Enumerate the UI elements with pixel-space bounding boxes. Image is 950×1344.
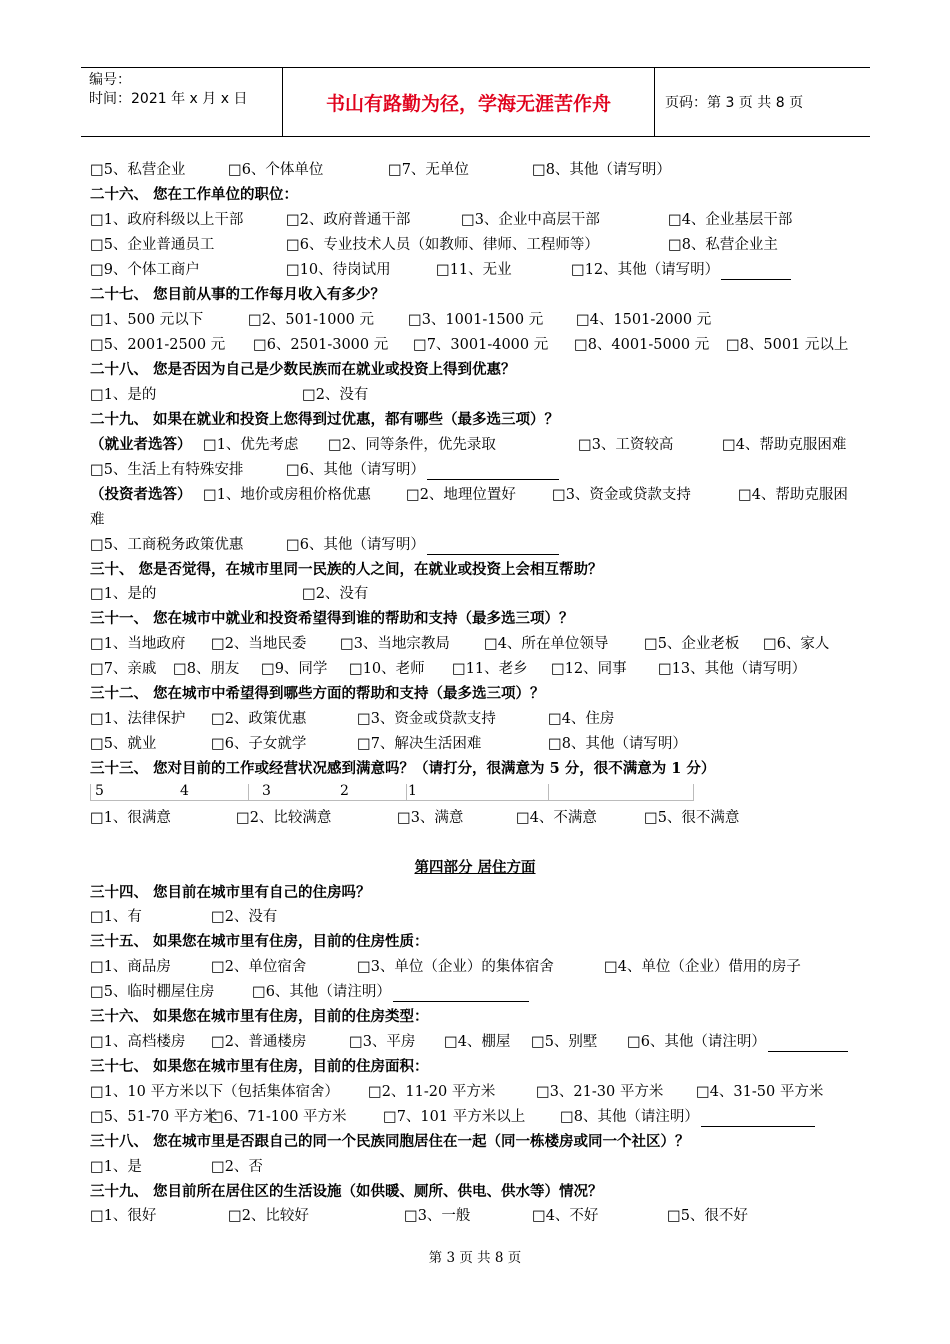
checkbox-option[interactable]: □5、企业老板 <box>644 636 740 652</box>
checkbox-option[interactable]: □5、51-70 平方米 <box>90 1109 218 1125</box>
header-motto: 书山有路勤为径，学海无涯苦作舟 <box>283 68 655 136</box>
checkbox-option[interactable]: □9、同学 <box>261 661 328 677</box>
checkbox-option[interactable]: □2、单位宿舍 <box>211 959 307 975</box>
question-text: 二十六、 您在工作单位的职位： <box>90 186 299 203</box>
checkbox-option[interactable]: □1、很好 <box>90 1208 157 1224</box>
checkbox-option[interactable]: □5、工商税务政策优惠 <box>90 537 244 553</box>
checkbox-option[interactable]: □3、单位（企业）的集体宿舍 <box>357 959 554 975</box>
checkbox-option[interactable]: □8、5001 元以上 <box>726 337 849 353</box>
option-label: （就业者选答） <box>90 436 192 453</box>
checkbox-option[interactable]: □5、就业 <box>90 736 157 752</box>
checkbox-option[interactable]: □8、其他（请写明） <box>532 162 671 178</box>
checkbox-option[interactable]: □3、21-30 平方米 <box>536 1084 664 1100</box>
checkbox-option[interactable]: □6、子女就学 <box>211 736 307 752</box>
checkbox-option[interactable]: □1、是的 <box>90 387 157 403</box>
time-label: 时间：2021 年 x 月 x 日 <box>89 91 248 107</box>
checkbox-option[interactable]: □7、3001-4000 元 <box>413 337 549 353</box>
checkbox-option[interactable]: □6、其他（请注明） <box>627 1032 848 1052</box>
checkbox-option[interactable]: □3、满意 <box>397 810 464 826</box>
question-text: 三十一、 您在城市中就业和投资希望得到谁的帮助和支持（最多选三项）？ <box>90 610 574 627</box>
checkbox-option[interactable]: □3、平房 <box>349 1034 416 1050</box>
checkbox-option[interactable]: □8、私营企业主 <box>668 237 778 253</box>
checkbox-option[interactable]: □9、个体工商户 <box>90 262 200 278</box>
checkbox-option[interactable]: □5、临时棚屋住房 <box>90 984 215 1000</box>
checkbox-option[interactable]: □3、资金或贷款支持 <box>357 711 496 727</box>
checkbox-option[interactable]: □6、家人 <box>763 636 830 652</box>
page-footer: 第 3 页 共 8 页 <box>428 1250 522 1266</box>
checkbox-option[interactable]: □4、住房 <box>548 711 615 727</box>
checkbox-option[interactable]: □1、是 <box>90 1159 142 1175</box>
checkbox-option[interactable]: □6、个体单位 <box>228 162 324 178</box>
checkbox-option[interactable]: □3、一般 <box>404 1208 471 1224</box>
checkbox-option[interactable]: □2、政策优惠 <box>211 711 307 727</box>
checkbox-option[interactable]: □1、高档楼房 <box>90 1034 186 1050</box>
checkbox-option[interactable]: □5、别墅 <box>531 1034 598 1050</box>
checkbox-option[interactable]: □4、帮助克服困难 <box>722 437 847 453</box>
checkbox-option[interactable]: □4、所在单位领导 <box>484 636 609 652</box>
question-text: 三十七、 如果您在城市里有住房，目前的住房面积： <box>90 1058 429 1075</box>
checkbox-option[interactable]: □2、否 <box>211 1159 263 1175</box>
checkbox-option[interactable]: □6、其他（请写明） <box>286 535 559 555</box>
fill-in-blank[interactable] <box>393 986 529 1002</box>
checkbox-option[interactable]: □4、31-50 平方米 <box>696 1084 824 1100</box>
scale-number: 5 <box>95 783 104 799</box>
scale-divider <box>406 784 407 800</box>
header-page-label: 页码：第 3 页 共 8 页 <box>665 95 804 111</box>
checkbox-option[interactable]: □1、10 平方米以下（包括集体宿舍） <box>90 1084 339 1100</box>
checkbox-option[interactable]: □5、很不满意 <box>644 810 740 826</box>
question-text: 二十七、 您目前从事的工作每月收入有多少？ <box>90 286 386 303</box>
checkbox-option[interactable]: □4、不满意 <box>516 810 597 826</box>
scale-divider <box>90 784 91 800</box>
checkbox-option[interactable]: □2、政府普通干部 <box>286 212 411 228</box>
question-text: 三十九、 您目前所在居住区的生活设施（如供暖、厕所、供电、供水等）情况？ <box>90 1183 603 1200</box>
checkbox-option[interactable]: □6、其他（请注明） <box>252 982 529 1002</box>
checkbox-option[interactable]: □11、无业 <box>436 262 512 278</box>
checkbox-option[interactable]: □4、不好 <box>532 1208 599 1224</box>
checkbox-option[interactable]: □2、普通楼房 <box>211 1034 307 1050</box>
checkbox-option[interactable]: □5、生活上有特殊安排 <box>90 462 244 478</box>
checkbox-option[interactable]: □1、优先考虑 <box>203 437 299 453</box>
fill-in-blank[interactable] <box>427 464 559 480</box>
fill-in-blank[interactable] <box>721 264 791 280</box>
checkbox-option[interactable]: □3、工资较高 <box>578 437 674 453</box>
option-label: 难 <box>90 512 105 528</box>
checkbox-option[interactable]: □6、71-100 平方米 <box>210 1109 347 1125</box>
scale-divider <box>693 784 694 800</box>
checkbox-option[interactable]: □5、很不好 <box>667 1208 748 1224</box>
checkbox-option[interactable]: □3、资金或贷款支持 <box>552 487 691 503</box>
checkbox-option[interactable]: □2、当地民委 <box>211 636 307 652</box>
checkbox-option[interactable]: □3、当地宗教局 <box>340 636 450 652</box>
question-text: 二十八、 您是否因为自己是少数民族而在就业或投资上得到优惠？ <box>90 361 516 378</box>
checkbox-option[interactable]: □8、4001-5000 元 <box>574 337 710 353</box>
checkbox-option[interactable]: □7、101 平方米以上 <box>383 1109 526 1125</box>
scale-divider <box>248 784 249 800</box>
page-header <box>81 67 870 137</box>
checkbox-option[interactable]: □10、待岗试用 <box>286 262 391 278</box>
question-text: 三十五、 如果您在城市里有住房，目前的住房性质： <box>90 933 429 950</box>
checkbox-option[interactable]: □13、其他（请写明） <box>658 661 807 677</box>
checkbox-option[interactable]: □3、企业中高层干部 <box>461 212 600 228</box>
checkbox-option[interactable]: □1、商品房 <box>90 959 171 975</box>
question-text: 三十三、 您对目前的工作或经营状况感到满意吗？（请打分，很满意为 5 分，很不满意为 1 分） <box>90 760 716 777</box>
checkbox-option[interactable]: □11、老乡 <box>452 661 528 677</box>
scale-number: 2 <box>340 783 349 799</box>
checkbox-option[interactable]: □7、解决生活困难 <box>357 736 482 752</box>
checkbox-option[interactable]: □4、1501-2000 元 <box>576 312 712 328</box>
checkbox-option[interactable]: □2、11-20 平方米 <box>368 1084 496 1100</box>
section-title: 第四部分 居住方面 <box>414 859 536 876</box>
checkbox-option[interactable]: □4、帮助克服困 <box>738 487 848 503</box>
checkbox-option[interactable]: □6、其他（请写明） <box>286 460 559 480</box>
checkbox-option[interactable]: □6、2501-3000 元 <box>253 337 389 353</box>
fill-in-blank[interactable] <box>701 1111 815 1127</box>
question-text: 二十九、 如果在就业和投资上您得到过优惠，都有哪些（最多选三项）？ <box>90 411 560 428</box>
checkbox-option[interactable]: □8、朋友 <box>173 661 240 677</box>
question-text: 三十、 您是否觉得，在城市里同一民族的人之间，在就业或投资上会相互帮助？ <box>90 561 603 578</box>
fill-in-blank[interactable] <box>427 539 559 555</box>
number-label: 编号： <box>89 72 131 88</box>
scale-number: 3 <box>262 783 271 799</box>
checkbox-option[interactable]: □4、企业基层干部 <box>668 212 793 228</box>
scale-number: 4 <box>180 783 189 799</box>
checkbox-option[interactable]: □12、同事 <box>551 661 627 677</box>
question-text: 三十六、 如果您在城市里有住房，目前的住房类型： <box>90 1008 429 1025</box>
checkbox-option[interactable]: □5、企业普通员工 <box>90 237 215 253</box>
checkbox-option[interactable]: □1、很满意 <box>90 810 171 826</box>
scale-number: 1 <box>408 783 417 799</box>
checkbox-option[interactable]: □4、单位（企业）借用的房子 <box>604 959 801 975</box>
rating-scale <box>90 784 694 801</box>
checkbox-option[interactable]: □2、比较满意 <box>236 810 332 826</box>
checkbox-option[interactable]: □1、政府科级以上干部 <box>90 212 244 228</box>
question-text: 三十二、 您在城市中希望得到哪些方面的帮助和支持（最多选三项）？ <box>90 685 545 702</box>
checkbox-option[interactable]: □8、其他（请注明） <box>560 1107 815 1127</box>
checkbox-option[interactable]: □8、其他（请写明） <box>548 736 687 752</box>
checkbox-option[interactable]: □6、专业技术人员（如教师、律师、工程师等） <box>286 237 599 253</box>
checkbox-option[interactable]: □2、没有 <box>302 387 369 403</box>
checkbox-option[interactable]: □3、1001-1500 元 <box>408 312 544 328</box>
question-text: 三十八、 您在城市里是否跟自己的同一个民族同胞居住在一起（同一栋楼房或同一个社区）？ <box>90 1133 690 1150</box>
checkbox-option[interactable]: □1、是的 <box>90 586 157 602</box>
checkbox-option[interactable]: □7、无单位 <box>388 162 469 178</box>
checkbox-option[interactable]: □1、地价或房租价格优惠 <box>203 487 371 503</box>
checkbox-option[interactable]: □2、同等条件，优先录取 <box>328 437 496 453</box>
checkbox-option[interactable]: □12、其他（请写明） <box>571 260 791 280</box>
checkbox-option[interactable]: □7、亲戚 <box>90 661 157 677</box>
checkbox-option[interactable]: □2、没有 <box>302 586 369 602</box>
checkbox-option[interactable]: □5、2001-2500 元 <box>90 337 226 353</box>
checkbox-option[interactable]: □1、500 元以下 <box>90 312 204 328</box>
checkbox-option[interactable]: □1、有 <box>90 909 142 925</box>
checkbox-option[interactable]: □2、地理位置好 <box>406 487 516 503</box>
header-meta <box>81 68 283 136</box>
checkbox-option[interactable]: □5、私营企业 <box>90 162 186 178</box>
checkbox-option[interactable]: □1、当地政府 <box>90 636 186 652</box>
question-text: 三十四、 您目前在城市里有自己的住房吗？ <box>90 884 371 901</box>
fill-in-blank[interactable] <box>768 1036 848 1052</box>
checkbox-option[interactable]: □2、501-1000 元 <box>248 312 375 328</box>
checkbox-option[interactable]: □2、没有 <box>211 909 278 925</box>
checkbox-option[interactable]: □4、棚屋 <box>444 1034 511 1050</box>
checkbox-option[interactable]: □2、比较好 <box>228 1208 309 1224</box>
option-label: （投资者选答） <box>90 486 192 503</box>
checkbox-option[interactable]: □10、老师 <box>349 661 425 677</box>
checkbox-option[interactable]: □1、法律保护 <box>90 711 186 727</box>
scale-divider <box>548 784 549 800</box>
